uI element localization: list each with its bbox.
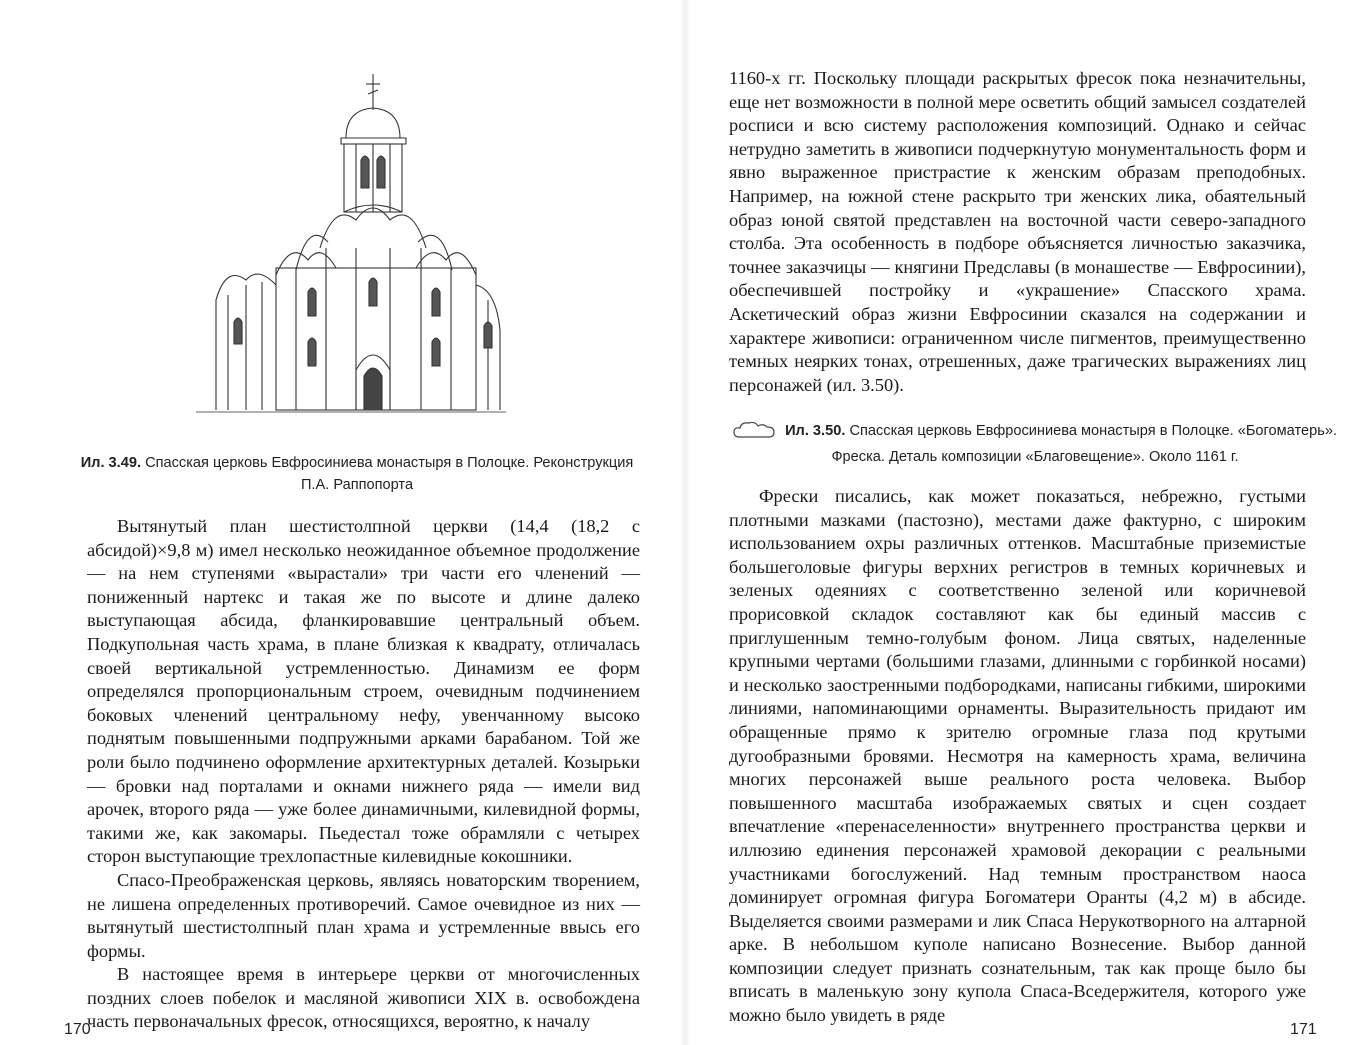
caption-text: Спасская церковь Евфросиниева монастыря в Полоцке. «Богоматерь». Фреска. Деталь композиции «Благовещение». Около 1161 г.: [831, 423, 1337, 465]
paragraph: Спасо-Преображенская церковь, являясь новаторским творением, не лишена определенных противоречий. Самое очевидное из них — вытянутый шестистолпный план храма и устремленные ввысь его формы.: [87, 869, 640, 961]
figure-caption-3-49: [72, 452, 642, 496]
right-page: [685, 0, 1370, 1045]
paragraph: В настоящее время в интерьере церкви от многочисленных поздних слоев побелок и масляной живописи XIX в. освобождена часть первоначальных фресок, относящихся, вероятно, к началу: [87, 964, 640, 1032]
left-body-text: [87, 515, 640, 1034]
church-illustration: [196, 70, 506, 420]
figure-caption-3-50: [730, 420, 1340, 468]
paragraph: 1160-х гг. Поскольку площади раскрытых фресок пока незначительны, еще нет возможности в полной мере осветить общий замысел создателей росписи и всю систему расположения композиций. Однако и сейчас нетрудно заметить в живописи подчеркнутую монументальность форм и явно выраженное пристрастие к женским образам преподобных. Например, на южной стене раскрыто три женских лика, обаятельный образ юной святой представлен на восточной части северо-западного столба. Эта особенность в подборе объясняется личностью заказчика, точнее заказчицы — княгини Предславы (в монашестве — Евфросинии), обеспечившей постройку и «украшение» Спасского храма. Аскетический образ жизни Евфросинии сказался на содержании и характере живописи: ограниченном числе пигментов, преимущественно темных неярких тонах, отрешенных, даже трагических выражениях лиц персонажей (ил. 3.50).: [729, 68, 1306, 395]
page-number: 171: [1290, 1021, 1317, 1038]
right-top-text: [729, 67, 1306, 397]
caption-label: Ил. 3.50.: [785, 423, 846, 439]
dome: [346, 108, 400, 138]
caption-text: Спасская церковь Евфросиниева монастыря в Полоцке. Реконструкция П.А. Раппопорта: [145, 455, 634, 493]
paragraph: Вытянутый план шестистолпной церкви (14,4 (18,2 с абсидой)×9,8 м) имел несколько неожиданное объемное продолжение — на нем ступенями «вырастали» три части его членений — пониженный нартекс и такая же по высоте и длине далеко выступающая абсида, фланкировавшие центральный объем. Подкупольная часть храма, в плане близкая к квадрату, отличалась своей вертикальной устремленностью. Динамизм ее форм определялся пропорциональным строем, очевидным подчинением боковых членений центральному нефу, увенчанному высоко поднятым повышенными подпружными арками барабаном. Той же роли было подчинено оформление архитектурных деталей. Козырьки — бровки над порталами и окнами нижнего ряда — имели вид арочек, второго ряда — уже более динамичными, килевидной формы, такими же, как закомары. Пьедестал тоже обрамляли с четырех сторон выступающие трехлопастные килевидные кокошники.: [87, 516, 640, 867]
page-number: 170: [64, 1021, 91, 1038]
caption-label: Ил. 3.49.: [80, 455, 142, 471]
paragraph: Фрески писались, как может показаться, небрежно, густыми плотными мазками (пастозно), местами даже фактурно, с широким использованием охры различных оттенков. Масштабные приземистые большеголовые фигуры верхних регистров в темных коричневых и зеленых одеяниях с соответственно зеленой или коричневой прорисовкой складок составляют как бы единый массив с приглушенным темно-голубым фоном. Лица святых, наделенные крупными чертами (большими глазами, длинными с горбинкой носами) и несколько заостренными подбородками, написаны гибкими, широкими линиями, напоминающими орнаменты. Выразительность придают им обращенные прямо к зрителю огромные глаза под крутыми дугообразными бровями. Несмотря на камерность храма, величина многих персонажей выше реального роста человека. Выбор повышенного масштаба изображаемых святых и сцен создает впечатление «перенаселенности» внутреннего пространства церкви и иллюзию единения персонажей храмовой декорации с реальными участниками богослужений. Над темным пространством наоса доминирует огромная фигура Богоматери Оранты (4,2 м) в абсиде. Выделяется своими размерами и лик Спаса Нерукотворного на алтарной арке. В небольшом куполе написано Вознесение. Выбор данной композиции следует признать сознательным, так как проще было бы вписать в маленькую зону купола Спаса-Вседержителя, которого уже можно было увидеть в ряде: [729, 486, 1306, 1026]
right-body-text: [729, 485, 1306, 1028]
cloud-icon: [733, 421, 775, 446]
